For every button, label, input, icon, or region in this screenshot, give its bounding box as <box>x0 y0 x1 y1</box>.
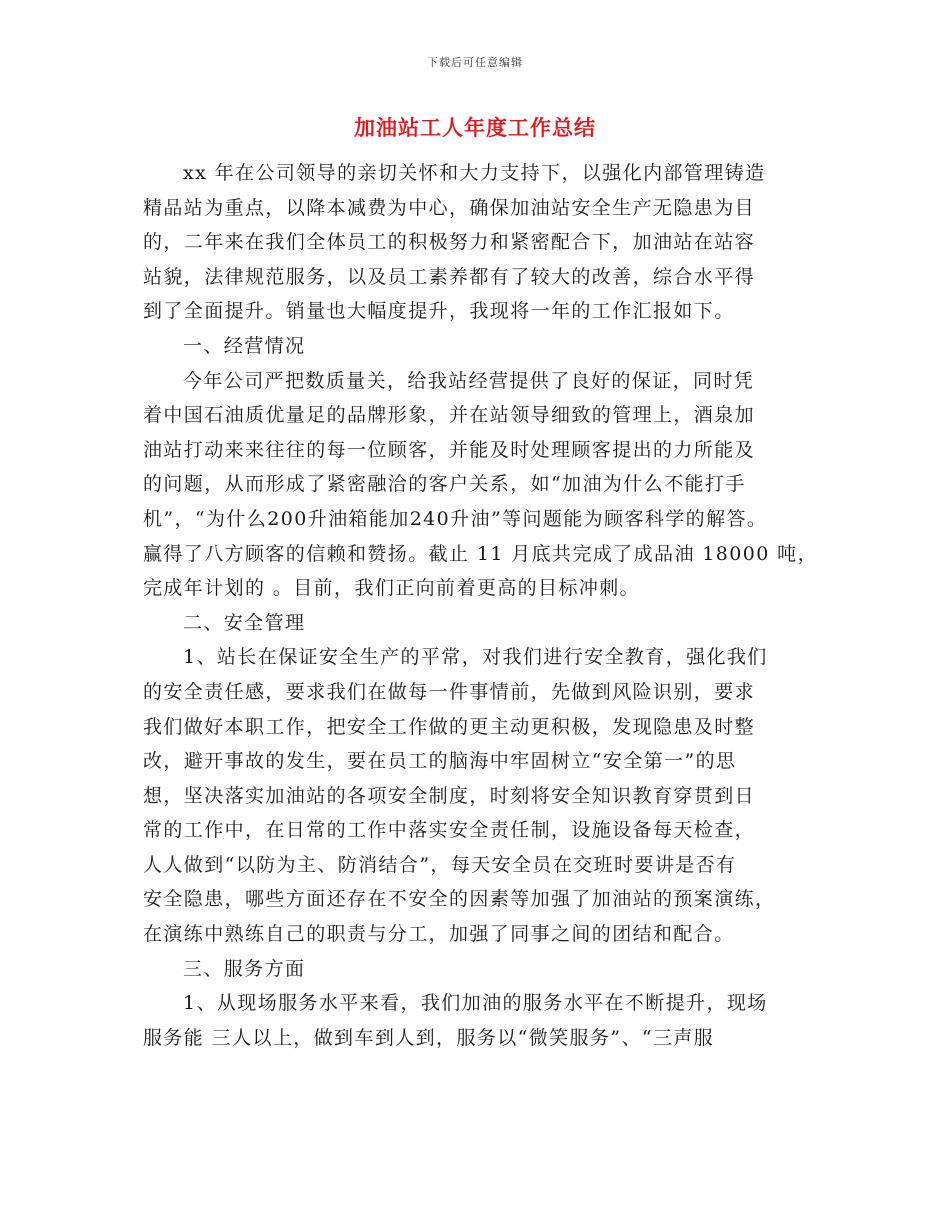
document-body <box>143 156 818 1055</box>
paragraph-line: 赢得了八方顾客的信赖和赞扬。截止 11 月底共完成了成品油 18000 吨， <box>143 542 818 565</box>
header-note: 下载后可任意编辑 <box>427 56 523 69</box>
paragraph-line: 想，坚决落实加油站的各项安全制度，时刻将安全知识教育穿贯到日 <box>143 784 756 807</box>
paragraph-line: 安全隐患，哪些方面还存在不安全的因素等加强了加油站的预案演练， <box>143 888 776 911</box>
paragraph-line: 的，二年来在我们全体员工的积极努力和紧密配合下，加油站在站容 <box>143 231 756 254</box>
paragraph-line: xx 年在公司领导的亲切关怀和大力支持下，以强化内部管理铸造 <box>183 162 766 184</box>
paragraph-line: 到了全面提升。销量也大幅度提升，我现将一年的工作汇报如下。 <box>143 300 735 323</box>
paragraph-line: 今年公司严把数质量关，给我站经营提供了良好的保证，同时凭 <box>183 369 755 392</box>
paragraph-line: 油站打动来来往往的每一位顾客，并能及时处理顾客提出的力所能及 <box>143 438 756 461</box>
document-title: 加油站工人年度工作总结 <box>354 115 596 140</box>
paragraph-line: 服务能 三人以上，做到车到人到，服务以“微笑服务”、“三声服 <box>143 1026 715 1049</box>
paragraph-line: 站貌，法律规范服务，以及员工素养都有了较大的改善，综合水平得 <box>143 265 756 288</box>
section-heading: 三、服务方面 <box>183 957 306 980</box>
paragraph-line: 我们做好本职工作，把安全工作做的更主动更积极，发现隐患及时整 <box>143 715 756 738</box>
paragraph-line: 改，避开事故的发生，要在员工的脑海中牢固树立“安全第一”的思 <box>143 750 737 773</box>
section-heading: 一、经营情况 <box>183 334 306 357</box>
paragraph-line: 精品站为重点，以降本减费为中心，确保加油站安全生产无隐患为目 <box>143 196 756 219</box>
paragraph-line: 机”，“为什么200升油箱能加240升油”等问题能为顾客科学的解答。 <box>143 507 768 530</box>
paragraph-line: 完成年计划的 。目前，我们正向前着更高的目标冲刺。 <box>143 577 641 600</box>
section-heading: 二、安全管理 <box>183 611 306 634</box>
paragraph-line: 1、站长在保证安全生产的平常，对我们进行安全教育，强化我们 <box>183 646 768 669</box>
paragraph-line: 常的工作中，在日常的工作中落实安全责任制，设施设备每天检查， <box>143 819 756 842</box>
paragraph-line: 的问题，从而形成了紧密融洽的客户关系，如“加油为什么不能打手 <box>143 473 746 496</box>
paragraph-line: 1、从现场服务水平来看，我们加油的服务水平在不断提升，现场 <box>183 992 768 1015</box>
paragraph-line: 在演练中熟练自己的职责与分工，加强了同事之间的团结和配合。 <box>143 923 735 946</box>
paragraph-line: 人人做到“以防为主、防消结合”，每天安全员在交班时要讲是否有 <box>143 853 737 876</box>
paragraph-line: 着中国石油质优量足的品牌形象，并在站领导细致的管理上，酒泉加 <box>143 404 756 427</box>
paragraph-line: 的安全责任感，要求我们在做每一件事情前，先做到风险识别，要求 <box>143 680 756 703</box>
